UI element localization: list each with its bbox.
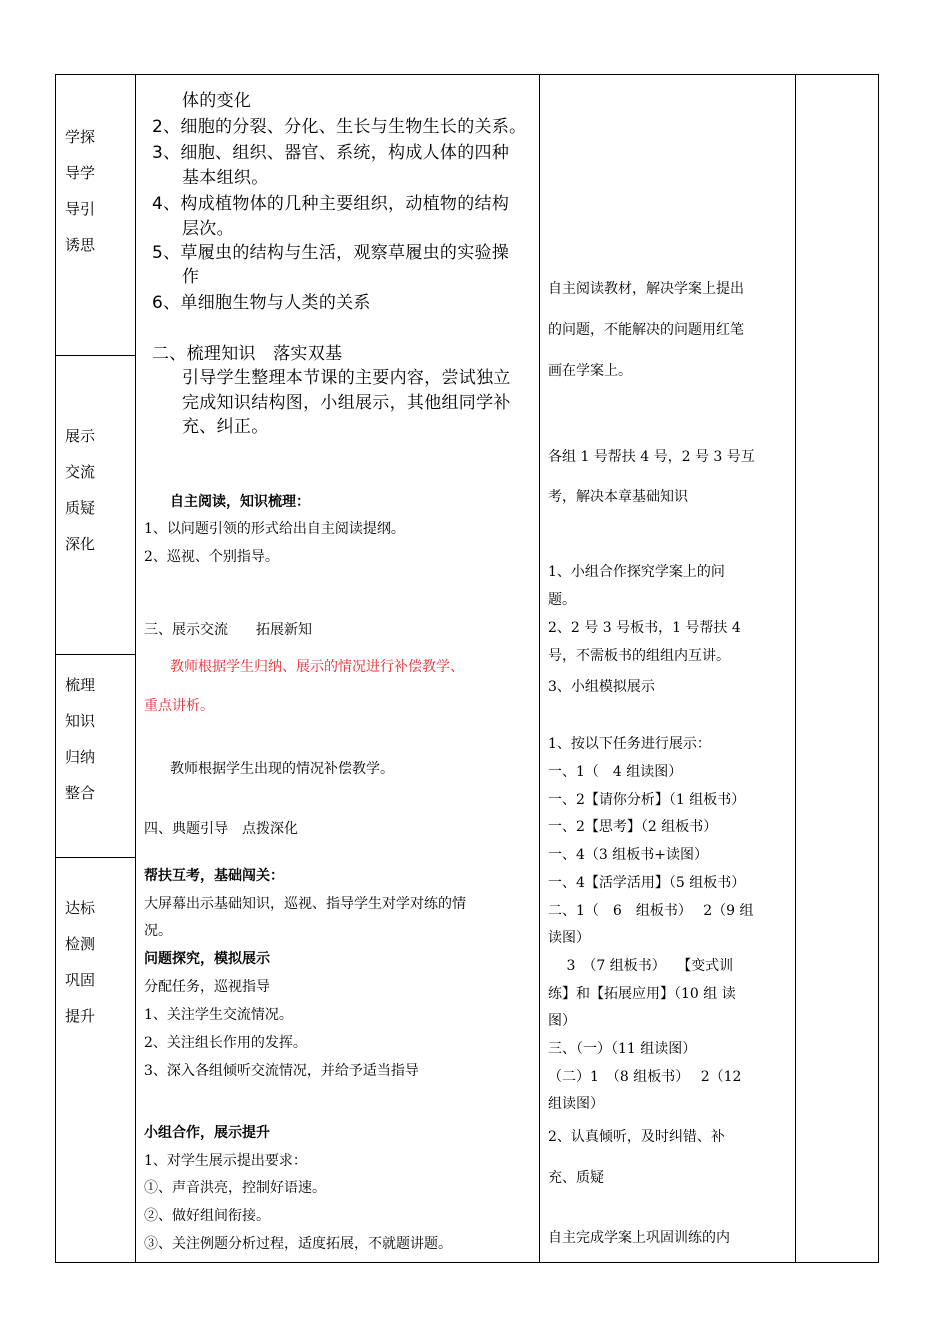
task-line: 三、（一）（11 组读图） [548, 1041, 697, 1057]
list-item: ①、声音洪亮，控制好语速。 [144, 1180, 326, 1196]
stage-line: 导学 [65, 164, 96, 182]
task-line: 一、4【活学活用】（5 组板书） [548, 875, 746, 891]
stage-label-3 [65, 667, 95, 811]
task-line: 一、2【请你分析】（1 组板书） [548, 792, 746, 808]
task-line: 练】和【拓展应用】（10 组 读 [548, 986, 736, 1002]
stage-label-1 [65, 119, 95, 263]
list-item: ②、做好组间衔接。 [144, 1208, 270, 1224]
stage-line: 导引 [65, 200, 96, 218]
task-line: 一、2【思考】（2 组板书） [548, 819, 718, 835]
list-item: 分配任务，巡视指导 [144, 979, 270, 995]
stage-line: 归纳 [65, 748, 96, 766]
stage-line: 交流 [65, 463, 96, 481]
list-item: 3、深入各组倾听交流情况，并给予适当指导 [144, 1063, 419, 1079]
task-line: 二、1（ 6 组板书） 2（9 组 [548, 903, 754, 919]
column-divider [55, 74, 56, 1263]
paragraph-line: 大屏幕出示基础知识，巡视、指导学生对学对练的情 [144, 896, 466, 912]
subheading: 小组合作，展示提升 [144, 1125, 270, 1141]
stage-label-2 [65, 418, 95, 562]
task-line: 充、质疑 [548, 1170, 604, 1186]
list-item: 1、对学生展示提出要求： [144, 1153, 307, 1169]
section-heading: 二、梳理知识 落实双基 [152, 344, 343, 364]
stage-row-divider [55, 654, 135, 655]
subheading: 帮扶互考，基础闯关： [144, 868, 284, 884]
section-heading: 三、展示交流 拓展新知 [144, 622, 312, 638]
column-divider [539, 74, 540, 1263]
paragraph-line: 况。 [144, 923, 172, 939]
highlight-text: 重点讲析。 [144, 698, 214, 714]
student-line: 1、小组合作探究学案上的问 [548, 564, 725, 580]
student-line: 自主完成学案上巩固训练的内 [548, 1230, 730, 1246]
column-divider [135, 74, 136, 1263]
stage-line: 达标 [65, 899, 96, 917]
student-line: 考，解决本章基础知识 [548, 489, 688, 505]
topic-line: 作 [182, 267, 200, 287]
column-divider [795, 74, 796, 1263]
task-line: 一、4（3 组板书+读图） [548, 847, 708, 863]
stage-line: 质疑 [65, 499, 96, 517]
student-line: 自主阅读教材，解决学案上提出 [548, 281, 744, 297]
topic-line: 4、构成植物体的几种主要组织，动植物的结构 [152, 194, 510, 214]
student-line: 的问题，不能解决的问题用红笔 [548, 322, 744, 338]
student-line: 2、2 号 3 号板书，1 号帮扶 4 [548, 620, 741, 636]
stage-line: 诱思 [65, 236, 96, 254]
task-line: 图） [548, 1013, 576, 1029]
task-line: 3 （7 组板书） 【变式训 [548, 958, 734, 974]
table-top-border [55, 74, 879, 75]
paragraph-line: 引导学生整理本节课的主要内容，尝试独立 [182, 368, 511, 388]
stage-line: 学探 [65, 128, 96, 146]
task-line: 1、按以下任务进行展示： [548, 736, 711, 752]
paragraph-line: 完成知识结构图，小组展示，其他组同学补 [182, 393, 511, 413]
list-item: 2、巡视、个别指导。 [144, 549, 279, 565]
list-item: 1、关注学生交流情况。 [144, 1007, 293, 1023]
topic-line: 2、细胞的分裂、分化、生长与生物生长的关系。 [152, 117, 527, 137]
list-item: 2、关注组长作用的发挥。 [144, 1035, 307, 1051]
stage-row-divider [55, 857, 135, 858]
student-line: 题。 [548, 592, 576, 608]
paragraph-line: 教师根据学生出现的情况补偿教学。 [170, 761, 394, 777]
list-item: 1、以问题引领的形式给出自主阅读提纲。 [144, 521, 405, 537]
section-heading: 四、典题引导 点拨深化 [144, 821, 298, 837]
stage-label-4 [65, 890, 95, 1034]
stage-line: 巩固 [65, 971, 96, 989]
stage-line: 展示 [65, 427, 96, 445]
student-line: 号，不需板书的组组内互讲。 [548, 648, 730, 664]
topic-line: 5、草履虫的结构与生活，观察草履虫的实验操 [152, 243, 510, 263]
student-line: 3、小组模拟展示 [548, 679, 655, 695]
table-bottom-border [55, 1262, 879, 1263]
topic-line: 3、细胞、组织、器官、系统，构成人体的四种 [152, 143, 510, 163]
subheading: 问题探究，模拟展示 [144, 951, 270, 967]
topic-line: 层次。 [182, 219, 234, 239]
student-line: 各组 1 号帮扶 4 号，2 号 3 号互 [548, 449, 755, 465]
column-divider [878, 74, 879, 1263]
task-line: 一、1（ 4 组读图） [548, 764, 683, 780]
task-line: （二）1 （8 组板书） 2（12 [548, 1069, 742, 1085]
topic-line: 体的变化 [182, 91, 252, 111]
subheading: 自主阅读，知识梳理： [170, 494, 310, 510]
topic-line: 基本组织。 [182, 168, 269, 188]
paragraph-line: 充、纠正。 [182, 417, 269, 437]
student-line: 画在学案上。 [548, 363, 632, 379]
task-line: 读图） [548, 930, 590, 946]
stage-line: 深化 [65, 535, 96, 553]
task-line: 组读图） [548, 1096, 604, 1112]
list-item: ③、关注例题分析过程，适度拓展，不就题讲题。 [144, 1236, 452, 1252]
stage-row-divider [55, 355, 135, 356]
topic-line: 6、单细胞生物与人类的关系 [152, 293, 371, 313]
stage-line: 提升 [65, 1007, 96, 1025]
stage-line: 整合 [65, 784, 96, 802]
task-line: 2、认真倾听，及时纠错、补 [548, 1129, 725, 1145]
highlight-text: 教师根据学生归纳、展示的情况进行补偿教学、 [170, 659, 464, 675]
stage-line: 检测 [65, 935, 96, 953]
stage-line: 梳理 [65, 676, 96, 694]
stage-line: 知识 [65, 712, 96, 730]
